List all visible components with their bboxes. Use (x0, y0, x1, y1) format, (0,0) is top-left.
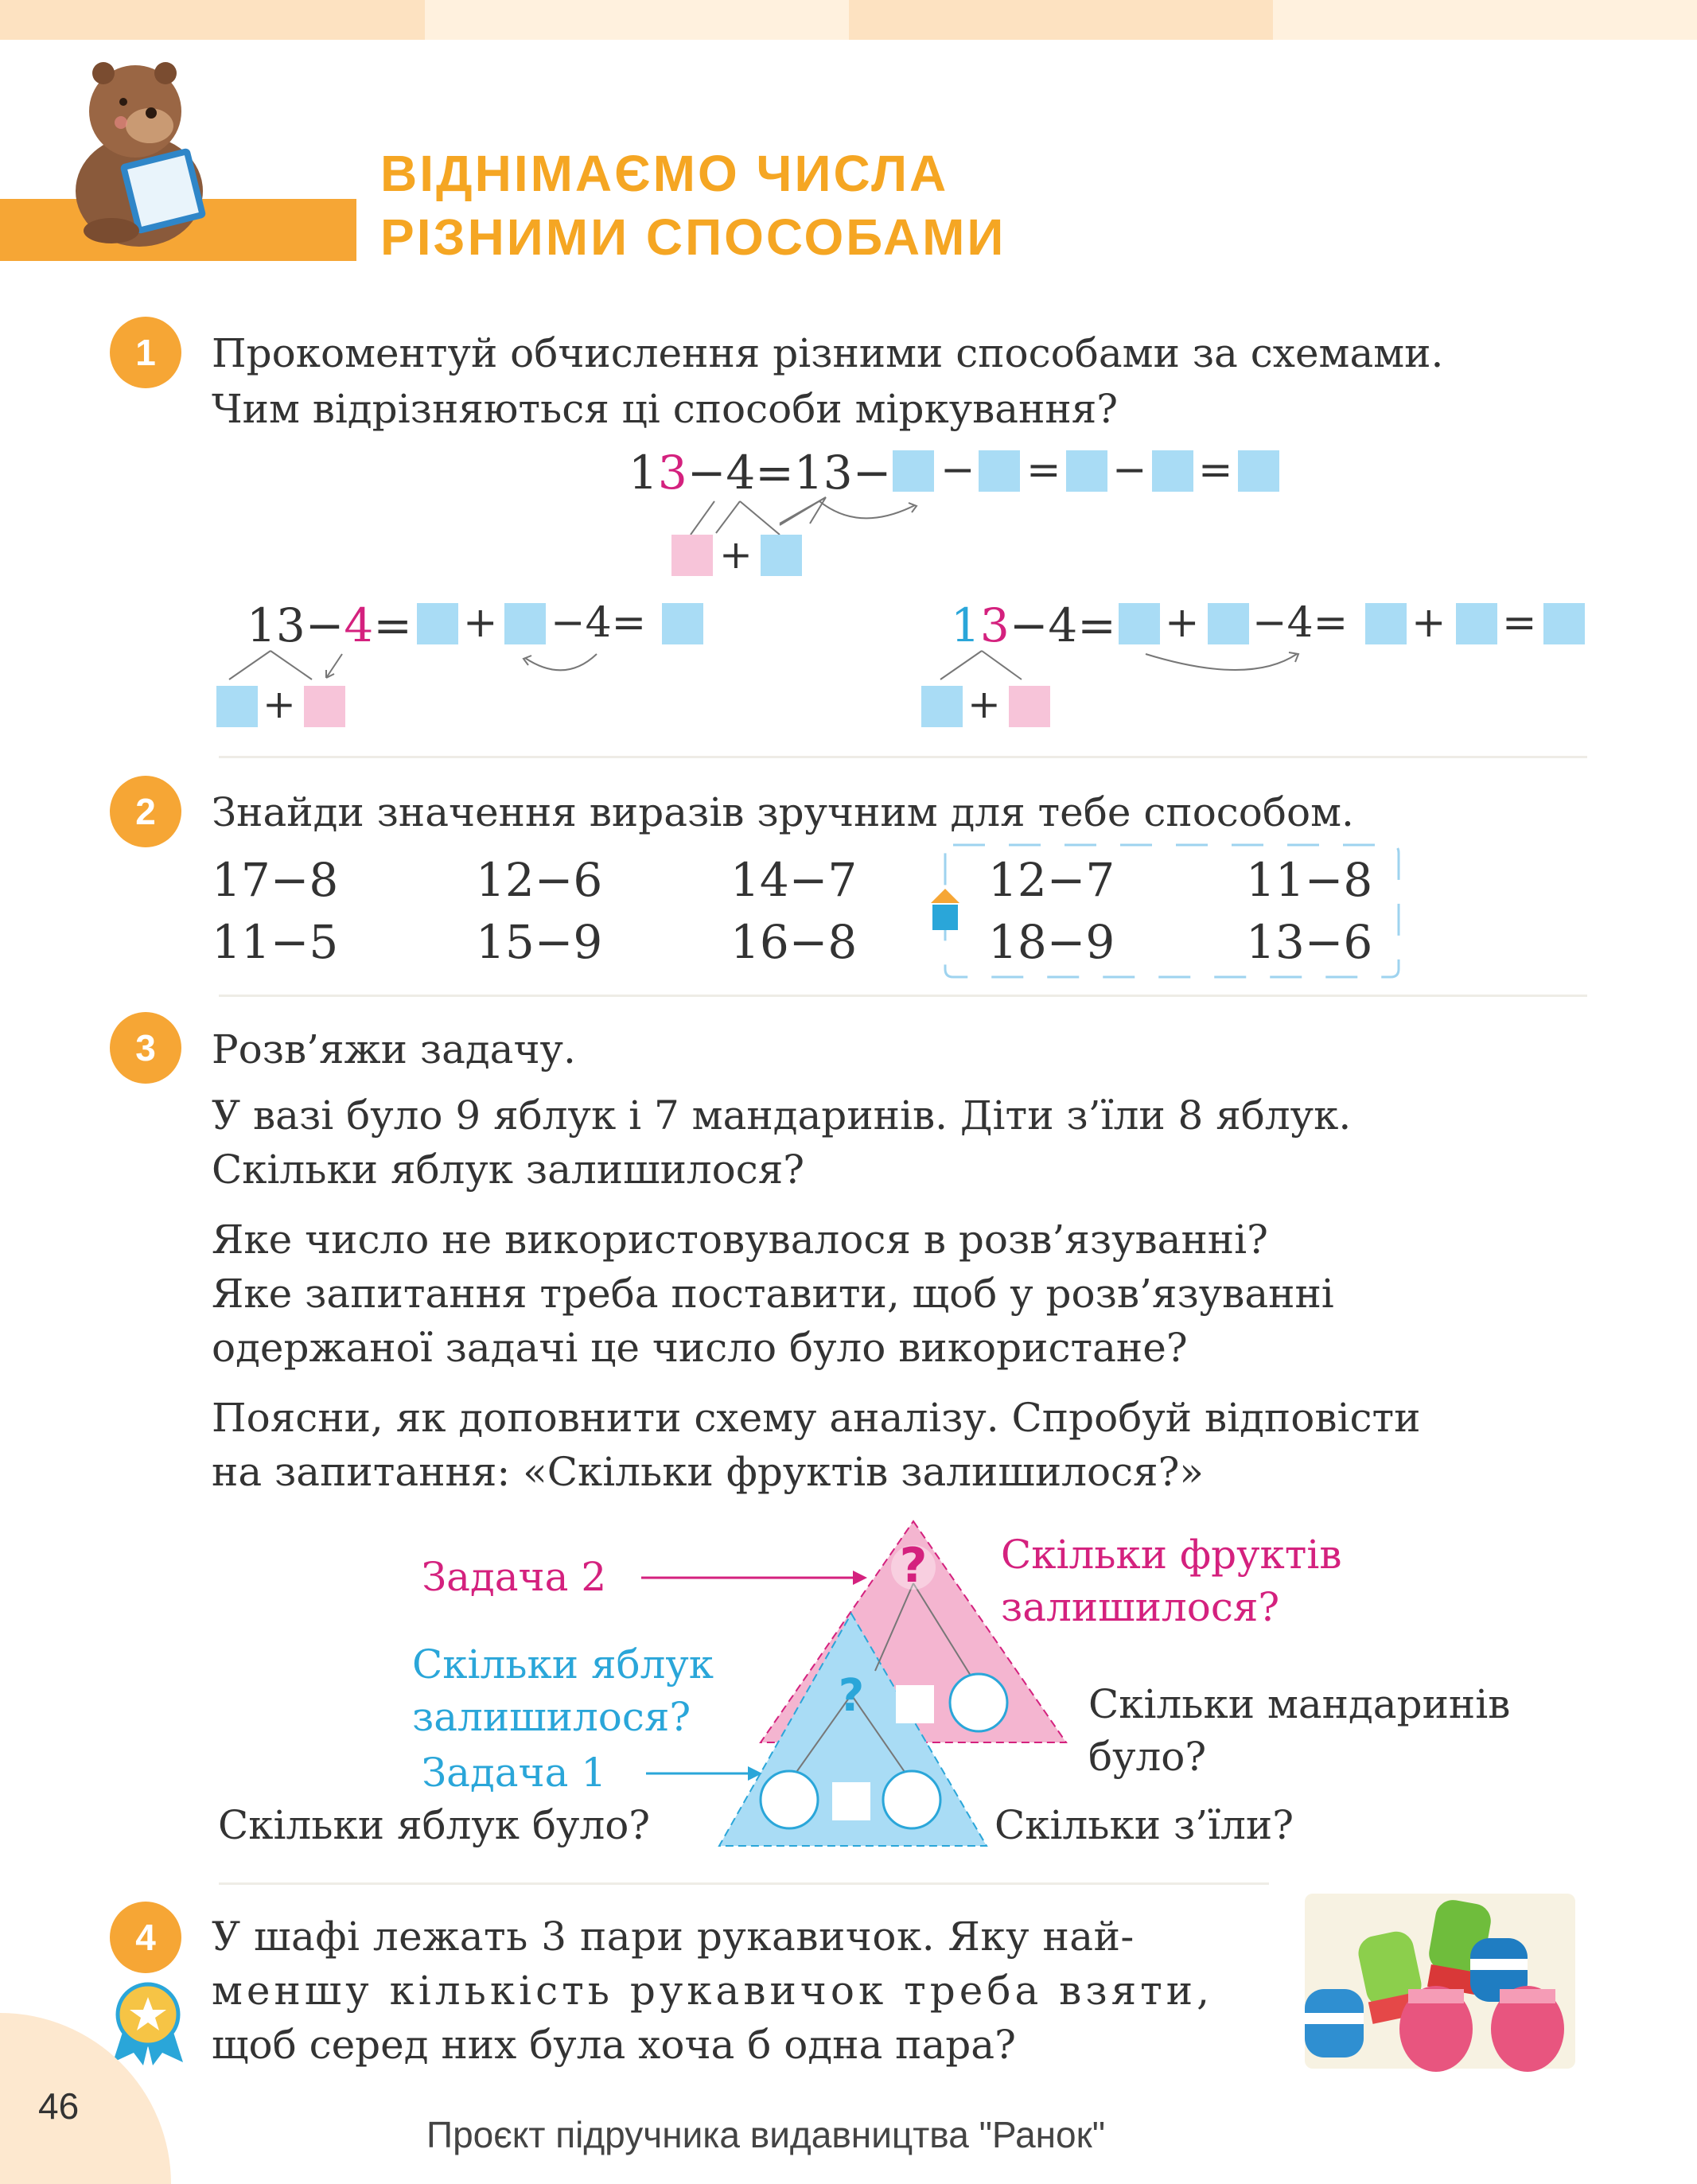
exercise-number-badge: 4 (110, 1902, 181, 1973)
task2-label: Задача 2 (422, 1554, 607, 1600)
answer-box[interactable] (1152, 450, 1193, 492)
equation-left-scheme (207, 598, 732, 734)
task1-label: Задача 1 (422, 1750, 607, 1796)
problem-text: У вазі було 9 яблук і 7 мандаринів. Діти з’їли 8 яблук. (212, 1092, 1352, 1139)
top-strip-segment (425, 0, 849, 40)
exercise4-text: щоб серед них була хоча б одна пара? (212, 2022, 1016, 2068)
answer-box[interactable] (893, 450, 934, 492)
section-divider (219, 995, 1587, 997)
mandarins-label: було? (1088, 1734, 1207, 1780)
expression: 11−8 (1246, 853, 1373, 907)
answer-box[interactable] (504, 603, 546, 644)
svg-text:−: − (940, 446, 975, 494)
answer-box-pink[interactable] (671, 535, 713, 576)
operation-box[interactable] (896, 1685, 934, 1723)
equation-text: −4= (1009, 598, 1116, 652)
title-line: РІЗНИМИ СПОСОБАМИ (380, 208, 1006, 266)
equation-top-scheme (621, 446, 1496, 589)
digit: 1 (629, 446, 658, 500)
exercise-prompt: Розв’яжи задачу. (212, 1026, 576, 1073)
question-mark-task1: ? (838, 1670, 865, 1722)
svg-text:+: + (719, 531, 753, 578)
svg-text:−4=: −4= (1252, 599, 1349, 647)
expression: 15−9 (476, 915, 603, 969)
title-line: ВІДНІМАЄМО ЧИСЛА (380, 145, 949, 202)
svg-text:−: − (1112, 446, 1147, 494)
equation-text: 13− (247, 598, 344, 652)
exercise-text: Знайди значення виразів зручним для тебе способом. (212, 789, 1354, 835)
apples-left-label: Скільки яблук (412, 1641, 714, 1688)
blue-glove (1305, 1989, 1364, 2057)
operation-box[interactable] (832, 1782, 870, 1820)
top-strip-segment (0, 0, 425, 40)
equation-text: −4=13− (687, 446, 892, 500)
expression: 12−6 (476, 853, 603, 907)
expression: 14−7 (730, 853, 858, 907)
expression: 17−8 (212, 853, 339, 907)
page-number: 46 (38, 2085, 80, 2127)
exercise4-text: У шафі лежать 3 пари рукавичок. Яку най- (212, 1913, 1135, 1960)
apples-were-label: Скільки яблук було? (218, 1802, 651, 1848)
exercise-number-badge: 1 (110, 317, 181, 388)
svg-text:+: + (1165, 599, 1200, 647)
level-marker-icon (929, 887, 961, 935)
top-strip-segment (1273, 0, 1697, 40)
expression: 11−5 (212, 915, 339, 969)
digit-highlight: 1 (951, 598, 980, 652)
svg-text:=: = (1502, 599, 1537, 647)
task2-arrow (636, 1566, 875, 1590)
question-text: одержаної задачі це число було використане? (212, 1325, 1188, 1371)
answer-box[interactable] (1208, 603, 1249, 644)
svg-text:+: + (1411, 599, 1446, 647)
svg-text:+: + (263, 681, 296, 727)
page-title (380, 142, 1006, 269)
explain-text: на запитання: «Скільки фруктів залишилося?» (212, 1449, 1204, 1495)
section-divider (219, 1882, 1269, 1885)
answer-circle[interactable] (883, 1771, 940, 1828)
mandarins-label: Скільки мандаринів (1088, 1681, 1511, 1727)
answer-box[interactable] (1066, 450, 1107, 492)
exercise-number-badge: 3 (110, 1012, 181, 1084)
publisher-note: Проєкт підручника видавництва "Ранок" (426, 2114, 1106, 2155)
task1-arrow (643, 1762, 770, 1785)
gloves-illustration (1289, 1870, 1591, 2085)
digit-highlight: 4 (344, 598, 374, 652)
answer-box[interactable] (662, 603, 703, 644)
answer-circle[interactable] (950, 1674, 1007, 1731)
equation-right-scheme (915, 598, 1599, 734)
answer-box[interactable] (1543, 603, 1585, 644)
question-mark-task2: ? (899, 1538, 928, 1594)
fruits-left-label: Скільки фруктів (1001, 1532, 1342, 1578)
expression: 18−9 (988, 915, 1115, 969)
exercise4-text: меншу кількість рукавичок треба взяти, (212, 1968, 1214, 2014)
digit-highlight: 3 (657, 446, 687, 500)
exercise-text: Прокоментуй обчислення різними способами за схемами. (212, 330, 1444, 376)
answer-box[interactable] (1119, 603, 1160, 644)
answer-box-pink[interactable] (1009, 686, 1050, 727)
answer-box[interactable] (1365, 603, 1407, 644)
answer-box[interactable] (979, 450, 1020, 492)
answer-box[interactable] (1456, 603, 1497, 644)
top-strip-segment (849, 0, 1273, 40)
expression: 16−8 (730, 915, 858, 969)
problem-text: Скільки яблук залишилося? (212, 1147, 805, 1193)
beaver-reading-icon (64, 56, 215, 247)
expression: 13−6 (1246, 915, 1373, 969)
exercise-number-badge: 2 (110, 776, 181, 847)
answer-box-pink[interactable] (304, 686, 345, 727)
question-text: Яке число не використовувалося в розв’язуванні? (212, 1217, 1268, 1263)
svg-text:−4=: −4= (551, 599, 647, 647)
svg-text:+: + (463, 599, 498, 647)
expression: 12−7 (988, 853, 1115, 907)
explain-text: Поясни, як доповнити схему аналізу. Спробуй відповісти (212, 1395, 1421, 1441)
answer-box[interactable] (1238, 450, 1279, 492)
fruits-left-label: залишилося? (1001, 1584, 1280, 1630)
answer-box[interactable] (417, 603, 458, 644)
svg-text:+: + (967, 681, 1001, 727)
answer-box[interactable] (921, 686, 963, 727)
eaten-label: Скільки з’їли? (994, 1802, 1294, 1848)
star-medal-icon (110, 1980, 186, 2067)
svg-text:=: = (1198, 446, 1233, 494)
answer-box[interactable] (216, 686, 258, 727)
answer-box[interactable] (761, 535, 802, 576)
apples-left-label: залишилося? (412, 1694, 691, 1740)
digit-highlight: 3 (979, 598, 1010, 652)
section-divider (219, 756, 1587, 758)
exercise-text: Чим відрізняються ці способи міркування? (212, 386, 1119, 432)
svg-text:=: = (1026, 446, 1061, 494)
equation-text: = (373, 598, 412, 652)
question-text: Яке запитання треба поставити, щоб у розв’язуванні (212, 1271, 1334, 1317)
